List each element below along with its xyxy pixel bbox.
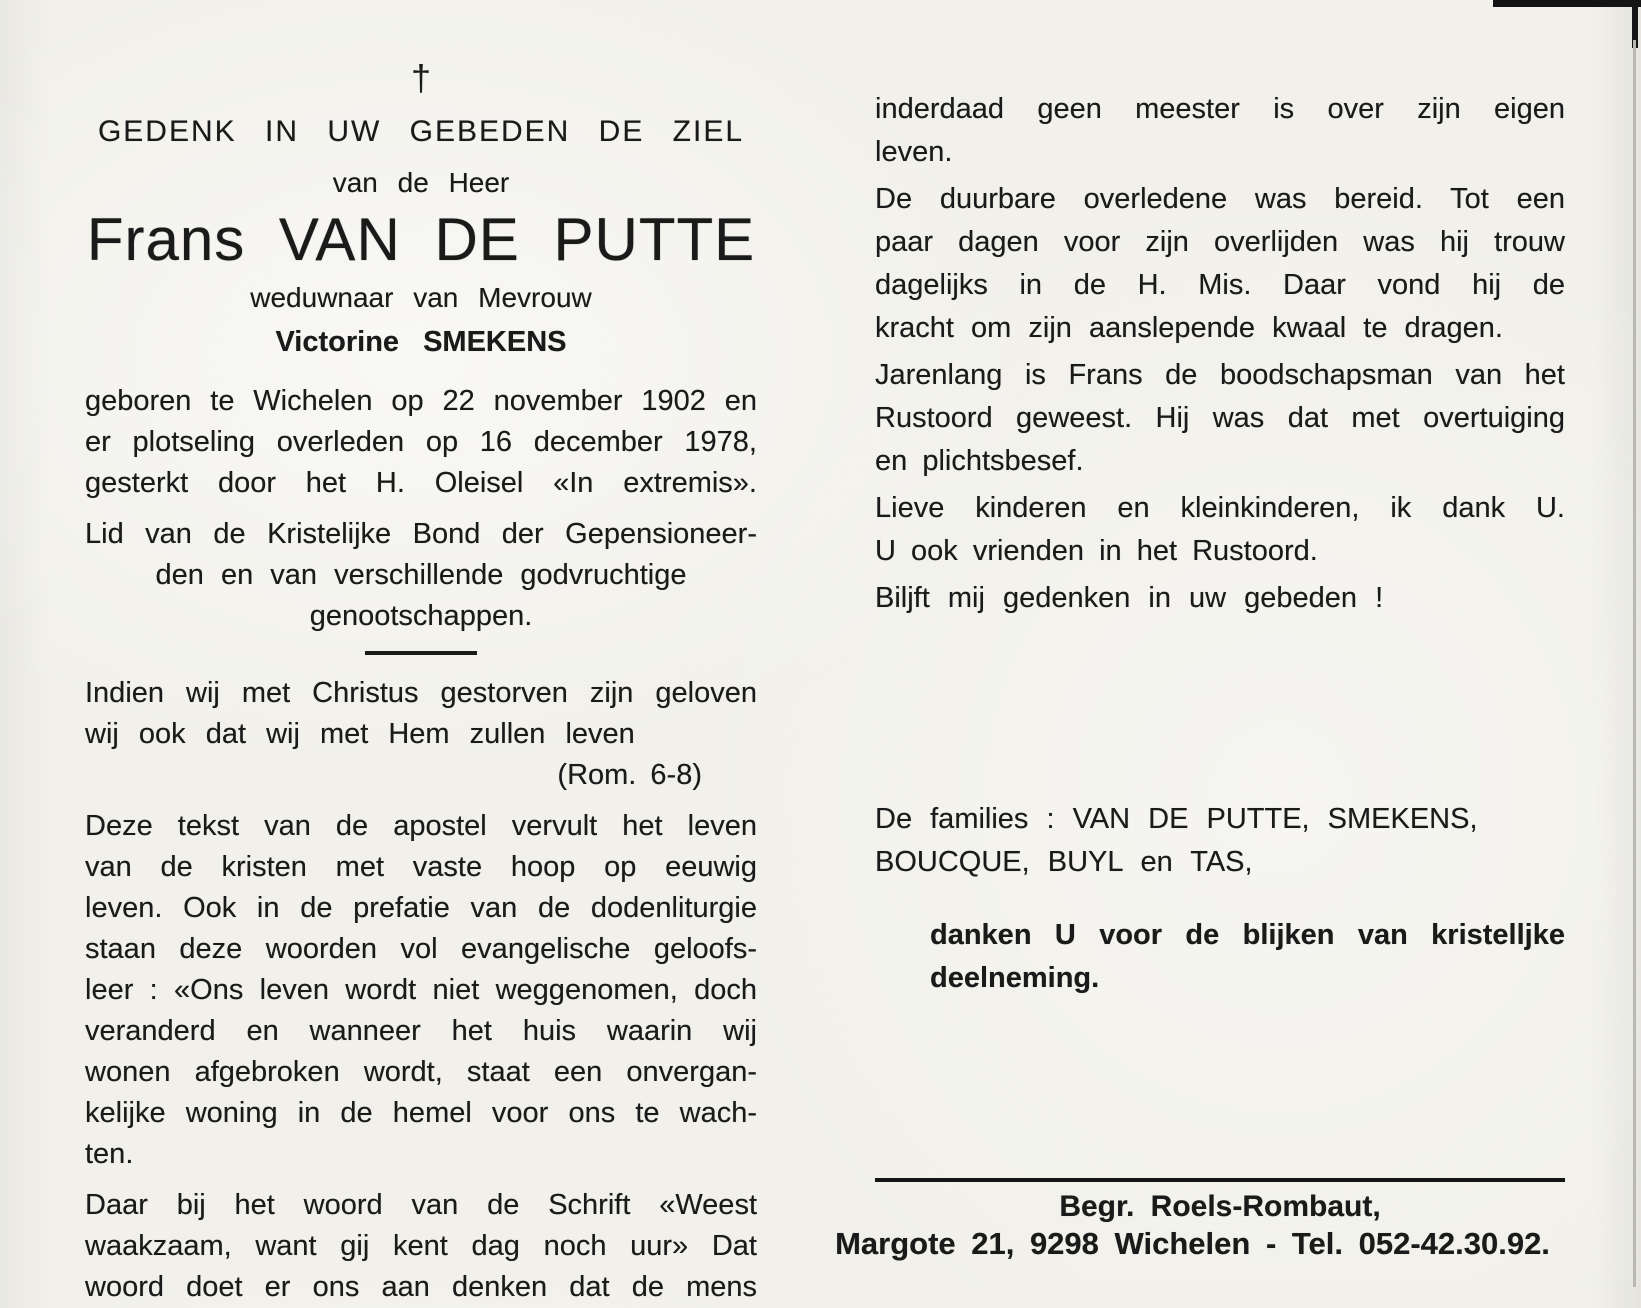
text-line: ten.	[85, 1138, 134, 1170]
remembrance-paragraph	[875, 577, 1565, 620]
text-line: kracht om zijn aanslepende kwaal te dragen.	[875, 312, 1503, 344]
printer-address: Margote 21, 9298 Wichelen - Tel. 052-42.30.92.	[835, 1226, 1550, 1261]
text-line: U ook vrienden in het Rustoord.	[875, 535, 1318, 567]
text-line: Lieve kinderen en kleinkinderen, ik dank U.	[875, 492, 1565, 524]
service-paragraph	[875, 354, 1565, 483]
scan-artifact-right-edge	[1633, 40, 1636, 1287]
text-line: woord doet er ons aan denken dat de mens	[85, 1271, 757, 1303]
family-thanks-paragraph	[875, 487, 1565, 573]
scripture-reference: (Rom. 6-8)	[557, 759, 702, 791]
gratitude-paragraph	[875, 914, 1565, 1000]
spouse-name: Victorine SMEKENS	[275, 326, 567, 358]
text-line: veranderd en wanneer het huis waarin wij	[85, 1015, 757, 1047]
memorial-invocation: GEDENK IN UW GEBEDEN DE ZIEL	[97, 115, 745, 148]
reflection-paragraph	[85, 806, 757, 1175]
text-line: inderdaad geen meester is over zijn eigen	[875, 93, 1565, 125]
deceased-name: Frans VAN DE PUTTE	[86, 206, 756, 273]
text-line: Rustoord geweest. Hij was dat met overtuiging	[875, 402, 1565, 434]
continuation-paragraph	[875, 88, 1565, 174]
text-line: kelijke woning in de hemel voor ons te wach-	[85, 1097, 757, 1129]
printer-block	[835, 1178, 1565, 1262]
widower-line: weduwnaar van Mevrouw	[250, 282, 592, 313]
text-line: genootschappen.	[309, 600, 533, 632]
text-line: staan deze woorden vol evangelische geloofs-	[85, 933, 757, 965]
divider-rule	[365, 651, 477, 655]
text-line: van de kristen met vaste hoop op eeuwig	[85, 851, 757, 883]
cross-icon: †	[410, 57, 432, 98]
text-line: er plotseling overleden op 16 december 1978,	[85, 426, 757, 458]
text-line: geboren te Wichelen op 22 november 1902 en	[85, 385, 757, 417]
text-line: wonen afgebroken wordt, staat een onvergan-	[85, 1056, 757, 1088]
text-line: deelneming.	[930, 962, 1100, 994]
text-line: Daar bij het woord van de Schrift «Weest	[85, 1189, 757, 1221]
text-line: Indien wij met Christus gestorven zijn geloven	[85, 677, 757, 709]
text-line: paar dagen voor zijn overlijden was hij trouw	[875, 226, 1565, 258]
left-column	[85, 55, 757, 1308]
deceased-title-line: van de Heer	[332, 167, 510, 198]
text-line: De families : VAN DE PUTTE, SMEKENS,	[875, 803, 1478, 835]
text-line: Deze tekst van de apostel vervult het leven	[85, 810, 757, 842]
text-line: leven. Ook in de prefatie van de dodenliturgie	[85, 892, 757, 924]
text-line: en plichtsbesef.	[875, 445, 1084, 477]
remembrance-line: Biljft mij gedenken in uw gebeden !	[875, 582, 1384, 614]
scripture-paragraph	[85, 673, 757, 796]
text-line: dagelijks in de H. Mis. Daar vond hij de	[875, 269, 1565, 301]
text-line: wij ook dat wij met Hem zullen leven	[85, 718, 635, 750]
printer-divider-rule	[875, 1178, 1565, 1182]
text-line: gesterkt door het H. Oleisel «In extremis».	[85, 467, 757, 499]
text-line: Lid van de Kristelijke Bond der Gepensioneer-	[85, 518, 757, 550]
membership-paragraph	[85, 514, 757, 637]
devotion-paragraph	[875, 178, 1565, 350]
text-line: BOUCQUE, BUYL en TAS,	[875, 846, 1253, 878]
vigilance-paragraph	[85, 1185, 757, 1308]
printer-name: Begr. Roels-Rombaut,	[1059, 1190, 1381, 1223]
birth-death-paragraph	[85, 381, 757, 504]
text-line: den en van verschillende godvruchtige	[155, 559, 687, 591]
right-column	[875, 88, 1565, 1000]
families-paragraph	[875, 798, 1565, 884]
text-line: Jarenlang is Frans de boodschapsman van het	[875, 359, 1565, 391]
text-line: leven.	[875, 136, 953, 168]
text-line: De duurbare overledene was bereid. Tot een	[875, 183, 1565, 215]
text-line: danken U voor de blijken van kristelljke	[930, 919, 1565, 951]
scan-artifact-top-bar	[1493, 0, 1641, 7]
text-line: waakzaam, want gij kent dag noch uur» Dat	[85, 1230, 757, 1262]
text-line: leer : «Ons leven wordt niet weggenomen, doch	[85, 974, 757, 1006]
